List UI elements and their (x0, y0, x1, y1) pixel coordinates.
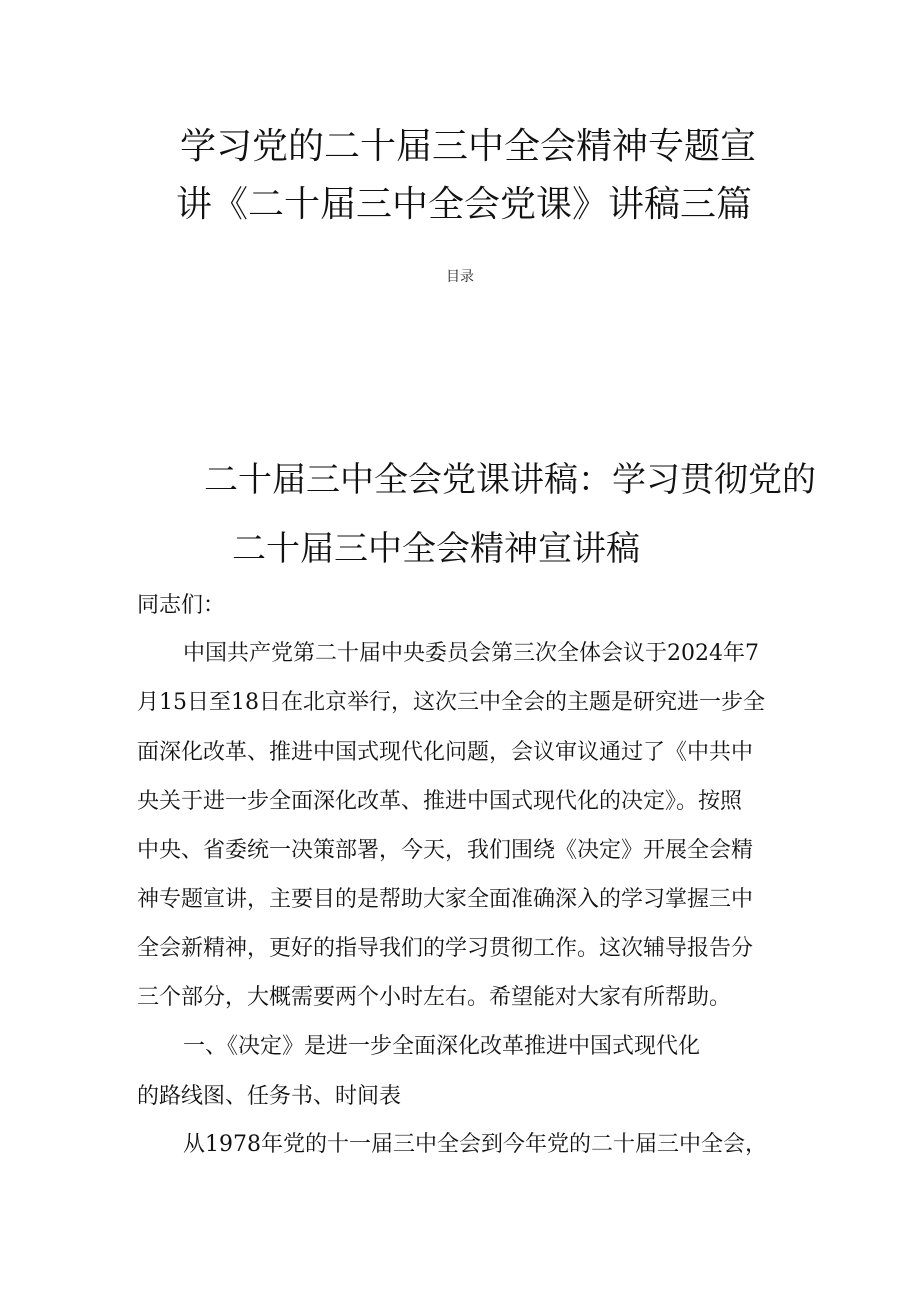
greeting: 同志们： (137, 593, 226, 618)
paragraph-line: 中国共产党第二十届中央委员会第三次全体会议于2024年7 (183, 641, 759, 666)
paragraph-line: 全会新精神，更好的指导我们的学习贯彻工作。这次辅导报告分 (137, 936, 754, 961)
section-title-line-1: 二十届三中全会党课讲稿：学习贯彻党的 (204, 460, 816, 500)
document-title-line-1: 学习党的二十届三中全会精神专题宣 (179, 126, 756, 167)
paragraph-line: 三个部分，大概需要两个小时左右。希望能对大家有所帮助。 (137, 985, 732, 1010)
document-title-line-2: 讲《二十届三中全会党课》讲稿三篇 (175, 184, 752, 225)
section-title-line-2: 二十届三中全会精神宣讲稿 (232, 529, 640, 569)
paragraph-line: 中央、省委统一决策部署，今天，我们围绕《决定》开展全会精 (137, 838, 754, 863)
paragraph-line: 神专题宣讲，主要目的是帮助大家全面准确深入的学习掌握三中 (137, 887, 754, 912)
paragraph-line: 月15日至18日在北京举行，这次三中全会的主题是研究进一步全 (137, 690, 765, 715)
paragraph-line: 央关于进一步全面深化改革、推进中国式现代化的决定》。按照 (137, 789, 743, 814)
subheading-line-1: 一、《决定》是进一步全面深化改革推进中国式现代化 (183, 1034, 701, 1059)
paragraph-line: 面深化改革、推进中国式现代化问题，会议审议通过了《中共中 (137, 740, 754, 765)
subheading-line-2: 的路线图、任务书、时间表 (137, 1084, 402, 1109)
paragraph-line: 从1978年党的十一届三中全会到今年党的二十届三中全会， (183, 1132, 767, 1157)
table-of-contents-label: 目录 (446, 269, 474, 285)
